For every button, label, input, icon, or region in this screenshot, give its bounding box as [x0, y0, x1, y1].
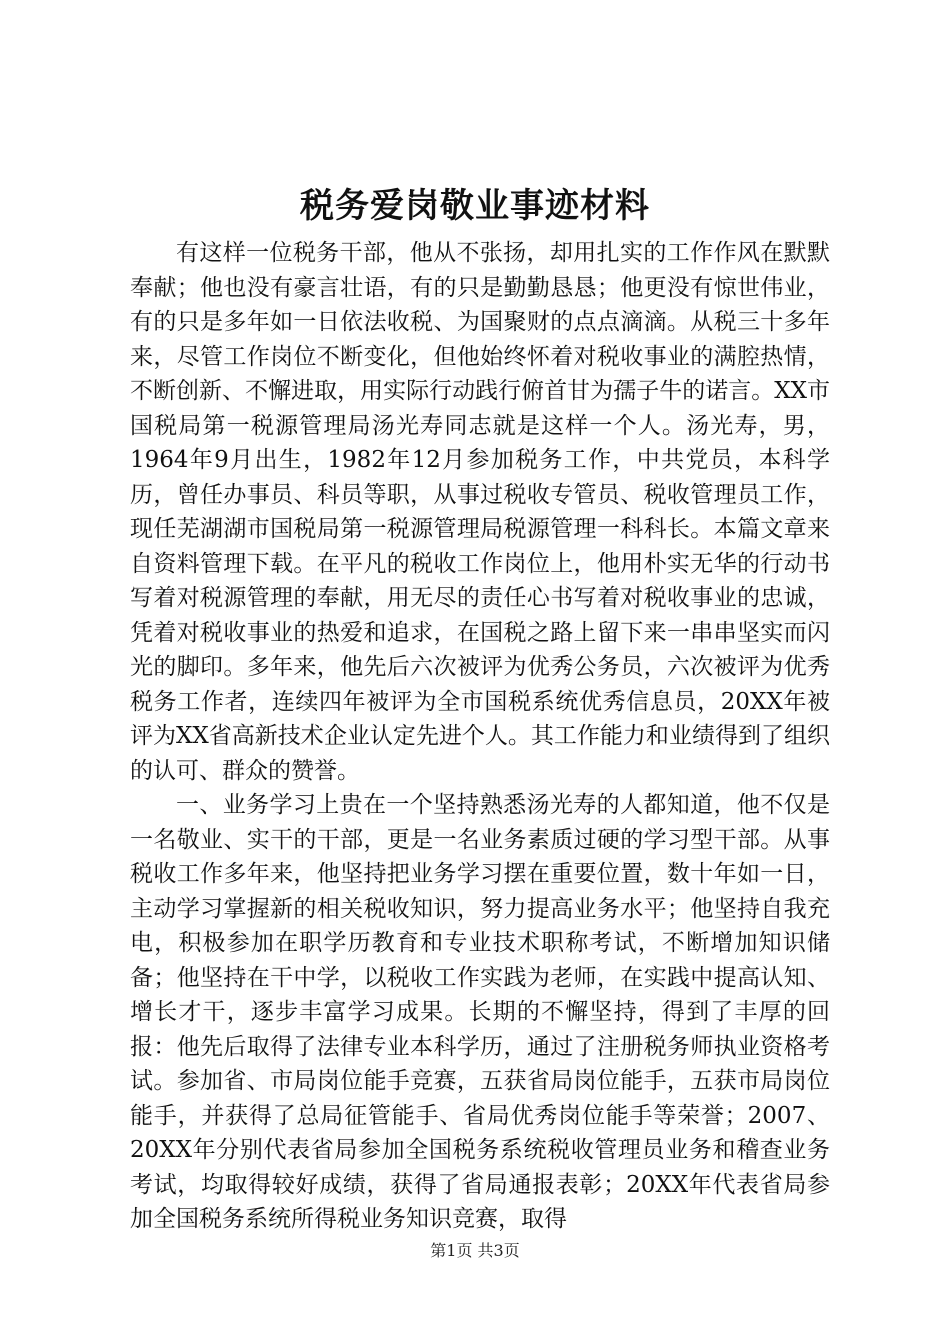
page-footer	[0, 1240, 950, 1262]
page-number: 第1页	[430, 1241, 473, 1260]
page-total: 共3页	[477, 1241, 520, 1260]
body-paragraph: 有这样一位税务干部，他从不张扬，却用扎实的工作作风在默默奉献；他也没有豪言壮语，有的只是勤勤恳恳；他更没有惊世伟业，有的只是多年如一日依法收税、为国聚财的点点滴滴。从税三十多年来，尽管工作岗位不断变化，但他始终怀着对税收事业的满腔热情，不断创新、不懈进取，用实际行动践行俯首甘为孺子牛的诺言。XX市国税局第一税源管理局汤光寿同志就是这样一个人。汤光寿，男，1964年9月出生，1982年12月参加税务工作，中共党员，本科学历，曾任办事员、科员等职，从事过税收专管员、税收管理员工作，现任芜湖湖市国税局第一税源管理局税源管理一科科长。本篇文章来自资料管理下载。在平凡的税收工作岗位上，他用朴实无华的行动书写着对税源管理的奉献，用无尽的责任心书写着对税收事业的忠诚，凭着对税收事业的热爱和追求，在国税之路上留下来一串串坚实而闪光的脚印。多年来，他先后六次被评为优秀公务员，六次被评为优秀税务工作者，连续四年被评为全市国税系统优秀信息员，20XX年被评为XX省高新技术企业认定先进个人。其工作能力和业绩得到了组织的认可、群众的赞誉。	[130, 240, 830, 784]
body-paragraph: 一、业务学习上贵在一个坚持熟悉汤光寿的人都知道，他不仅是一名敬业、实干的干部，更是一名业务素质过硬的学习型干部。从事税收工作多年来，他坚持把业务学习摆在重要位置，数十年如一日，主动学习掌握新的相关税收知识，努力提高业务水平；他坚持自我充电，积极参加在职学历教育和专业技术职称考试，不断增加知识储备；他坚持在干中学，以税收工作实践为老师，在实践中提高认知、增长才干，逐步丰富学习成果。长期的不懈坚持，得到了丰厚的回报：他先后取得了法律专业本科学历，通过了注册税务师执业资格考试。参加省、市局岗位能手竞赛，五获省局岗位能手，五获市局岗位能手，并获得了总局征管能手、省局优秀岗位能手等荣誉；2007、20XX年分别代表省局参加全国税务系统税收管理员业务和稽查业务考试，均取得较好成绩，获得了省局通报表彰；20XX年代表省局参加全国税务系统所得税业务知识竞赛，取得	[130, 792, 830, 1232]
document-title: 税务爱岗敬业事迹材料	[300, 186, 650, 226]
document-body	[130, 236, 830, 1237]
